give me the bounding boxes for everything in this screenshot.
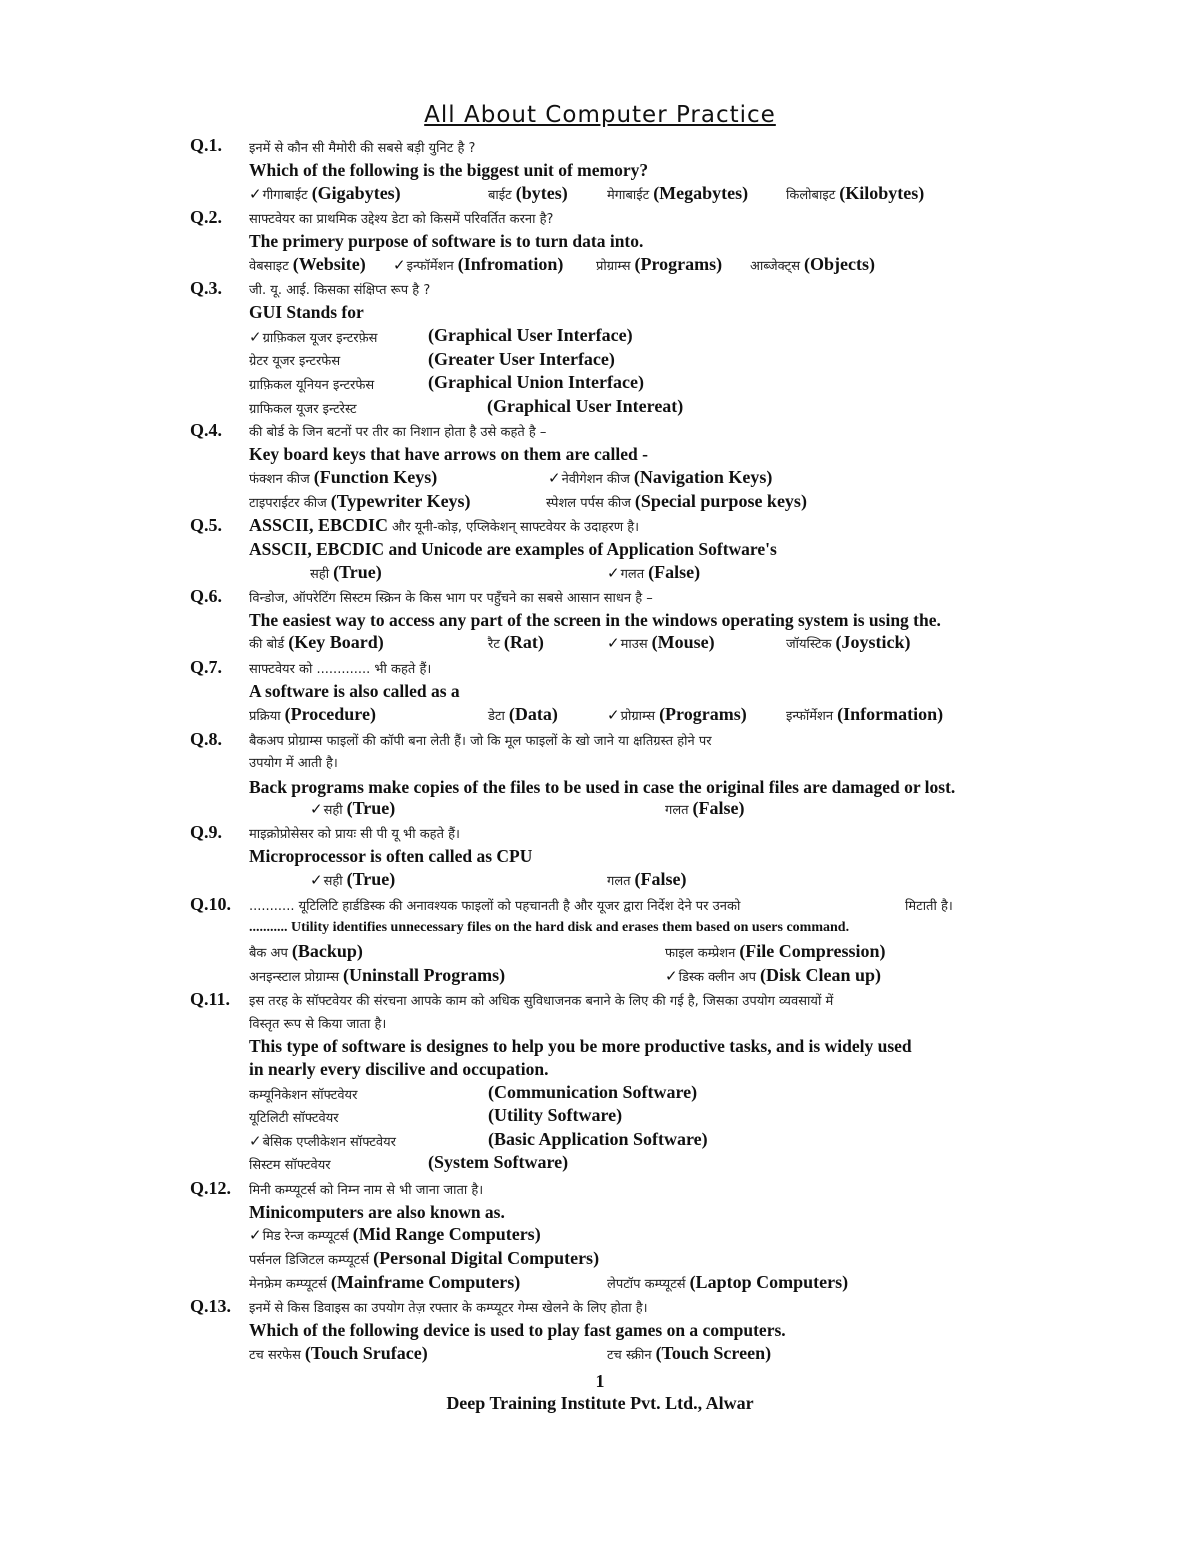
- question-hindi: जी. यू. आई. किसका संक्षिप्त रूप है ?: [249, 283, 431, 298]
- option-english: (Website): [292, 254, 366, 274]
- question-english-part: ASSCII, EBCDIC: [249, 515, 389, 535]
- question-hindi: उपयोग में आती है।: [249, 756, 338, 771]
- option-english: (Touch Sruface): [304, 1343, 428, 1363]
- option-english: (Information): [837, 704, 944, 724]
- option-hindi: किलोबाइट: [786, 188, 836, 203]
- question-hindi: बैकअप प्रोग्राम्स फाइलों की कॉपी बना लेती हैं। जो कि मूल फाइलों के खो जाने या क्षतिग्रस्त होने पर: [249, 734, 712, 749]
- question-number: Q.4.: [190, 420, 223, 440]
- option: [488, 704, 558, 725]
- option-correct: [607, 632, 715, 653]
- option-correct: [310, 798, 395, 819]
- option: [665, 941, 885, 962]
- option: [249, 1272, 520, 1293]
- check-icon: ✓: [607, 634, 620, 652]
- option-hindi: ग्राफिकल यूजर इन्टरेस्ट: [249, 402, 357, 417]
- check-icon: ✓: [607, 706, 620, 724]
- option-hindi: मेनफ्रेम कम्प्यूटर्स: [249, 1277, 327, 1292]
- question-number: Q.8.: [190, 729, 223, 749]
- question-english: The easiest way to access any part of the screen in the windows operating system is using the.: [249, 610, 941, 630]
- option-english: (Typewriter Keys): [330, 491, 471, 511]
- option-english: (Navigation Keys): [633, 467, 773, 487]
- option: [249, 1248, 599, 1269]
- option: [249, 467, 437, 488]
- option-hindi: सही: [323, 874, 343, 889]
- option: [249, 491, 471, 512]
- option-english: (Basic Application Software): [488, 1129, 708, 1149]
- option-english: (Greater User Interface): [428, 349, 615, 369]
- question-number: Q.3.: [190, 278, 223, 298]
- option-english: (Mainframe Computers): [330, 1272, 521, 1292]
- option-hindi: बाईट: [488, 188, 512, 203]
- option-english: (Rat): [503, 632, 544, 652]
- option-hindi: गलत: [607, 874, 631, 889]
- option-hindi: जॉयस्टिक: [786, 637, 832, 652]
- option-hindi: ग्राफ़िकल यूजर इन्टरफ़ेस: [262, 331, 378, 346]
- option-hindi: की बोर्ड: [249, 637, 285, 652]
- option-correct: [393, 254, 563, 275]
- option-english: (Utility Software): [488, 1105, 623, 1125]
- option-correct: [249, 183, 401, 204]
- option-english: (Data): [508, 704, 558, 724]
- check-icon: ✓: [310, 871, 323, 889]
- question-number: Q.1.: [190, 135, 223, 155]
- question-english: in nearly every discilive and occupation.: [249, 1059, 549, 1079]
- check-icon: ✓: [548, 469, 561, 487]
- option-english: (Kilobytes): [839, 183, 925, 203]
- option-correct: [607, 704, 747, 725]
- option-hindi: सही: [310, 567, 330, 582]
- question-number: Q.2.: [190, 207, 223, 227]
- option-correct: [249, 1224, 541, 1245]
- option-hindi: पर्सनल डिजिटल कम्प्यूटर्स: [249, 1253, 370, 1268]
- option-hindi: ग्रेटर यूजर इन्टरफेस: [249, 354, 341, 369]
- option-english: (Function Keys): [313, 467, 438, 487]
- option-english: (Mouse): [651, 632, 715, 652]
- option-hindi: मिड रेन्ज कम्प्यूटर्स: [262, 1229, 349, 1244]
- option: [786, 632, 911, 653]
- option-hindi: आब्जेक्ट्स: [750, 259, 801, 274]
- question-number: Q.9.: [190, 822, 223, 842]
- question-hindi: की बोर्ड के जिन बटनों पर तीर का निशान होता है उसे कहते है –: [249, 425, 547, 440]
- question-number: Q.6.: [190, 586, 223, 606]
- option-hindi: अनइन्स्टाल प्रोग्राम्स: [249, 970, 340, 985]
- check-icon: ✓: [665, 967, 678, 985]
- question-hindi: विन्डोज, ऑपरेटिंग सिस्टम स्क्रिन के किस भाग पर पहुँचने का सबसे आसान साधन है –: [249, 591, 653, 606]
- option-hindi: बेसिक एप्लीकेशन सॉफ्टवेयर: [262, 1135, 396, 1150]
- option-english: (Mid Range Computers): [352, 1224, 541, 1244]
- option-correct: [249, 1132, 396, 1150]
- option-hindi: गीगाबाईट: [262, 188, 308, 203]
- option-english: (Graphical User Intereat): [487, 396, 684, 416]
- option-english: (Uninstall Programs): [343, 965, 506, 985]
- option-hindi: प्रोग्राम्स: [596, 259, 631, 274]
- option-hindi: गलत: [665, 803, 689, 818]
- question-number: Q.13.: [190, 1296, 232, 1316]
- question-english: This type of software is designes to help you be more productive tasks, and is widely used: [249, 1036, 912, 1056]
- option: [249, 965, 505, 986]
- question-english: A software is also called as a: [249, 681, 460, 701]
- option-english: (Personal Digital Computers): [373, 1248, 600, 1268]
- question-hindi-part: और यूनी-कोड़, एप्लिकेशन् साफ्टवेयर के उदाहरण है।: [392, 520, 640, 535]
- option-hindi: प्रक्रिया: [249, 709, 281, 724]
- question-hindi: इस तरह के सॉफ्टवेयर की संरचना आपके काम को अधिक सुविधाजनक बनाने के लिए की गई है, जिसका उपयोग व्यवसायों में: [249, 994, 834, 1009]
- option: [488, 632, 544, 653]
- option-hindi: गलत: [620, 567, 645, 582]
- option-english: (False): [692, 798, 745, 818]
- option-english: (Graphical User Interface): [428, 325, 633, 345]
- option-english: (Objects): [804, 254, 876, 274]
- question-number: Q.12.: [190, 1178, 232, 1198]
- option: [546, 491, 807, 512]
- option-english: (Joystick): [835, 632, 911, 652]
- option-hindi: नेवीगेशन कीज: [561, 472, 630, 487]
- option-hindi: इन्फॉर्मेशन: [786, 709, 834, 724]
- question-english: Key board keys that have arrows on them are called -: [249, 444, 648, 464]
- option-correct: [249, 328, 377, 346]
- option: [249, 254, 366, 275]
- option: [310, 562, 382, 583]
- option-hindi: डिस्क क्लीन अप: [678, 970, 757, 985]
- option-english: (True): [346, 869, 396, 889]
- question-english: Minicomputers are also known as.: [249, 1202, 505, 1222]
- option-english: (System Software): [428, 1152, 569, 1172]
- question-english: Which of the following device is used to play fast games on a computers.: [249, 1320, 786, 1340]
- option-hindi: वेबसाइट: [249, 259, 289, 274]
- question-hindi: साफ्टवेयर का प्राथमिक उद्देश्य डेटा को किसमें परिवर्तित करना है?: [249, 212, 554, 227]
- question-hindi: इनमें से कौन सी मैमोरी की सबसे बड़ी युनिट है ?: [249, 141, 476, 156]
- option-english: (Special purpose keys): [634, 491, 807, 511]
- question-hindi: इनमें से किस डिवाइस का उपयोग तेज़ रफ्तार के कम्प्यूटर गेम्स खेलने के लिए होता है।: [249, 1301, 648, 1316]
- option-hindi: फंक्शन कीज: [249, 472, 310, 487]
- question-english: Microprocessor is often called as CPU: [249, 846, 533, 866]
- option-english: (Megabytes): [653, 183, 749, 203]
- option-english: (bytes): [515, 183, 568, 203]
- check-icon: ✓: [310, 800, 323, 818]
- option: [607, 1272, 848, 1293]
- option-english: (Communication Software): [488, 1082, 698, 1102]
- option-hindi: रैट: [488, 637, 500, 652]
- option-hindi: कम्यूनिकेशन सॉफ्टवेयर: [249, 1088, 358, 1103]
- option: [596, 254, 722, 275]
- option: [249, 1343, 428, 1364]
- question-hindi: साफ्टवेयर को ............. भी कहते हैं।: [249, 662, 432, 677]
- option-english: (Procedure): [284, 704, 376, 724]
- option-english: (True): [333, 562, 382, 582]
- question-english: Which of the following is the biggest unit of memory?: [249, 160, 649, 180]
- option-english: (Graphical Union Interface): [428, 372, 644, 392]
- question-english: GUI Stands for: [249, 302, 364, 322]
- question-hindi: ........... यूटिलिटि हार्डडिस्क की अनावश्यक फाइलों को पहचानती है और यूजर द्वारा निर्देश देने पर उनको: [249, 899, 741, 914]
- question-number: Q.10.: [190, 894, 232, 914]
- option-correct: [548, 467, 772, 488]
- question-hindi-end: मिटाती है।: [905, 899, 953, 914]
- option-english: (Laptop Computers): [689, 1272, 849, 1292]
- option-english: (Gigabytes): [311, 183, 401, 203]
- question-hindi: माइक्रोप्रोसेसर को प्रायः सी पी यू भी कहते हैं।: [249, 827, 460, 842]
- check-icon: ✓: [249, 1132, 262, 1150]
- option-hindi: ग्राफ़िकल यूनियन इन्टरफेस: [249, 378, 375, 393]
- question-number: Q.5.: [190, 515, 223, 535]
- option-hindi: माउस: [620, 637, 648, 652]
- option-hindi: लेपटॉप कम्प्यूटर्स: [607, 1277, 686, 1292]
- option-correct: [665, 965, 881, 986]
- check-icon: ✓: [249, 185, 262, 203]
- option-correct: [607, 562, 700, 583]
- option-hindi: मेगाबाईट: [607, 188, 650, 203]
- option-hindi: सही: [323, 803, 343, 818]
- option-hindi: फाइल कम्प्रेशन: [665, 946, 736, 961]
- option: [249, 941, 363, 962]
- check-icon: ✓: [393, 256, 406, 274]
- option-hindi: सिस्टम सॉफ्टवेयर: [249, 1158, 331, 1173]
- option-correct: [310, 869, 395, 890]
- option: [786, 704, 943, 725]
- question-hindi: [249, 515, 639, 536]
- option-english: (Backup): [291, 941, 363, 961]
- check-icon: ✓: [249, 1226, 262, 1244]
- option-hindi: यूटिलिटी सॉफ्टवेयर: [249, 1111, 339, 1126]
- question-english: ........... Utility identifies unnecessary files on the hard disk and erases them based on users command.: [249, 920, 850, 935]
- option-hindi: डेटा: [488, 709, 505, 724]
- question-english: Back programs make copies of the files to be used in case the original files are damaged or lost.: [249, 777, 956, 797]
- option: [750, 254, 875, 275]
- question-number: Q.7.: [190, 657, 223, 677]
- option-hindi: इन्फॉर्मेशन: [406, 259, 454, 274]
- page-number: 1: [595, 1371, 605, 1391]
- option-hindi: बैक अप: [249, 946, 288, 961]
- option-english: (Key Board): [288, 632, 384, 652]
- option-english: (Programs): [634, 254, 723, 274]
- option-hindi: प्रोग्राम्स: [620, 709, 656, 724]
- option-hindi: टाइपराईटर कीज: [249, 496, 327, 511]
- option: [607, 183, 748, 204]
- option-english: (True): [346, 798, 396, 818]
- option: [249, 632, 384, 653]
- option: [607, 1343, 771, 1364]
- check-icon: ✓: [249, 328, 262, 346]
- option-english: (False): [634, 869, 687, 889]
- question-english: ASSCII, EBCDIC and Unicode are examples of Application Software's: [249, 539, 777, 559]
- page-title: All About Computer Practice: [424, 102, 776, 128]
- check-icon: ✓: [607, 564, 620, 582]
- option-english: (Infromation): [457, 254, 564, 274]
- option-hindi: टच स्क्रीन: [607, 1348, 652, 1363]
- option-english: (Programs): [659, 704, 747, 724]
- question-hindi: मिनी कम्प्यूटर्स को निम्न नाम से भी जाना जाता है।: [249, 1183, 484, 1198]
- option-hindi: स्पेशल पर्पस कीज: [546, 496, 631, 511]
- option: [607, 869, 687, 890]
- question-hindi: विस्तृत रूप से किया जाता है।: [249, 1017, 387, 1032]
- option-hindi: टच सरफेस: [249, 1348, 301, 1363]
- option: [488, 183, 568, 204]
- option: [249, 704, 376, 725]
- option-english: (False): [648, 562, 701, 582]
- option: [786, 183, 924, 204]
- option: [665, 798, 745, 819]
- option-english: (File Compression): [739, 941, 886, 961]
- option-english: (Disk Clean up): [760, 965, 882, 985]
- question-number: Q.11.: [190, 989, 231, 1009]
- institute-name: Deep Training Institute Pvt. Ltd., Alwar: [446, 1393, 754, 1413]
- option-english: (Touch Screen): [655, 1343, 772, 1363]
- question-english: The primery purpose of software is to turn data into.: [249, 231, 644, 251]
